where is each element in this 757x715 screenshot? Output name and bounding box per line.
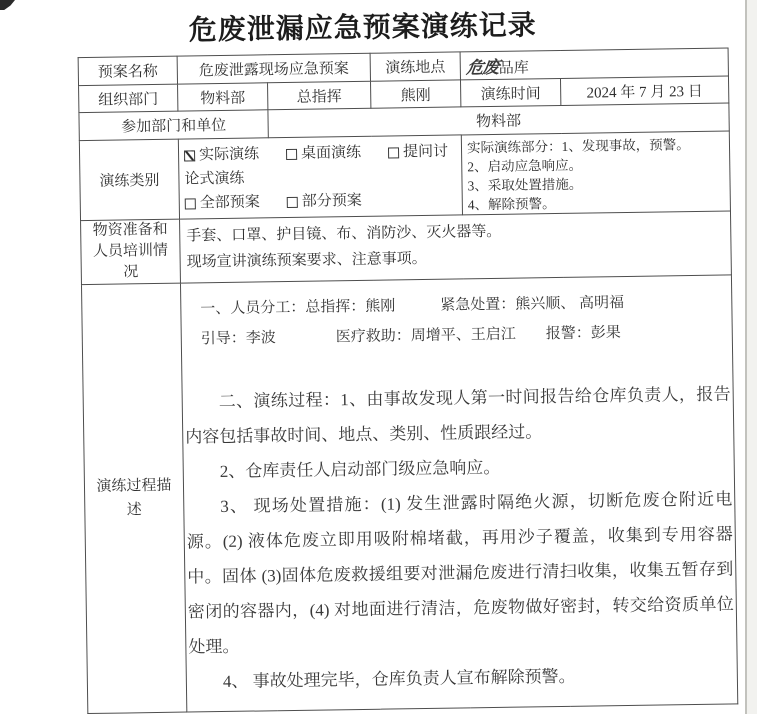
row-process (81, 275, 737, 714)
preparation-content (180, 211, 732, 283)
actual-part-line: 4、解除预警。 (467, 196, 556, 213)
handwritten-location-text: 危废 (465, 57, 500, 78)
process-label: 演练过程描述 (81, 283, 186, 713)
option-label: 提问讨 (402, 143, 449, 161)
options-line-1 (184, 139, 461, 167)
plan-name-value: 危废泄露现场应急预案 (177, 53, 370, 84)
process-paragraph: 4、 事故处理完毕，仓库负责人宣布解除预警。 (222, 666, 576, 692)
actual-part-line: 3、采取处置措施。 (467, 176, 583, 194)
option-partial-plan (287, 189, 362, 214)
location-value (460, 48, 728, 80)
process-paragraph: 3、 现场处置措施：(1) 发生泄露时隔绝火源，切断危废仓附近电源。(2) 液体危废立即用吸附棉堵截，再用沙子覆盖，收集到专用容器中。固体 (3)固体危废救援组要对泄漏危废进行清扫收集，收集五暂存到密闭的容器内，(4) 对地面进行清洁，危废物做好密封，转交给资质单位处理。 (186, 489, 734, 657)
plan-name-label: 预案名称 (78, 56, 177, 85)
option-label-wrapped: 论式演练 (184, 170, 245, 188)
option-label: 实际演练 (198, 146, 260, 164)
actual-part-line: 2、启动应急响应。 (467, 157, 583, 175)
location-label: 演练地点 (370, 52, 460, 81)
checkbox-unchecked-icon (185, 198, 196, 209)
personnel-line: 一、人员分工：总指挥：熊刚 紧急处置：熊兴顺、 高明福 (200, 295, 625, 318)
checkbox-unchecked-icon (286, 148, 297, 159)
drill-type-label: 演练类别 (79, 139, 179, 220)
personnel-assignment (183, 287, 724, 355)
process-description (184, 376, 735, 699)
option-actual-drill (184, 142, 259, 167)
actual-drill-parts (461, 131, 730, 215)
org-value: 物料部 (178, 83, 268, 111)
actual-part-line: 实际演练部分：1、发现事故，预警。 (466, 137, 690, 156)
process-paragraph: 2、仓库责任人启动部门级应急响应。 (219, 457, 501, 482)
option-tabletop-drill (286, 141, 361, 166)
row-drill-type (79, 131, 730, 221)
preparation-line: 现场宣讲演练预案要求、注意事项。 (186, 250, 427, 271)
checkbox-unchecked-icon (287, 196, 298, 207)
process-content (180, 275, 737, 712)
commander-value: 熊刚 (371, 80, 461, 108)
drill-record-table (78, 47, 739, 714)
checkbox-checked-icon (184, 150, 195, 161)
preparation-line: 手套、口罩、护目镜、布、消防沙、灭火器等。 (186, 223, 502, 245)
time-value: 2024 年 7 月 23 日 (560, 76, 728, 105)
process-paragraph: 二、演练过程：1、由事故发现人第一时间报告给仓库负责人，报告内容包括事故时间、地点、类别、性质跟经过。 (185, 384, 731, 447)
option-label: 全部预案 (199, 194, 260, 212)
option-full-plan (185, 190, 260, 215)
option-label: 部分预案 (301, 192, 362, 210)
drill-type-options (178, 135, 462, 219)
scan-edge-band (747, 0, 757, 714)
personnel-line: 引导：李波 医疗救助：周增平、王启江 报警：彭果 (200, 325, 621, 348)
options-line-2 (185, 187, 462, 215)
option-qa-discussion-drill (388, 140, 448, 165)
org-label: 组织部门 (79, 84, 178, 112)
row-preparation (81, 211, 732, 285)
preparation-label: 物资准备和人员培训情况 (81, 219, 181, 284)
checkbox-unchecked-icon (388, 147, 399, 158)
participants-label: 参加部门和单位 (79, 110, 268, 141)
page-title: 危废泄漏应急预案演练记录 (188, 10, 537, 47)
participants-value: 物料部 (268, 103, 729, 138)
option-label: 桌面演练 (300, 144, 362, 162)
location-text: 品库 (498, 60, 529, 77)
commander-label: 总指挥 (268, 81, 371, 110)
time-label: 演练时间 (461, 78, 561, 106)
